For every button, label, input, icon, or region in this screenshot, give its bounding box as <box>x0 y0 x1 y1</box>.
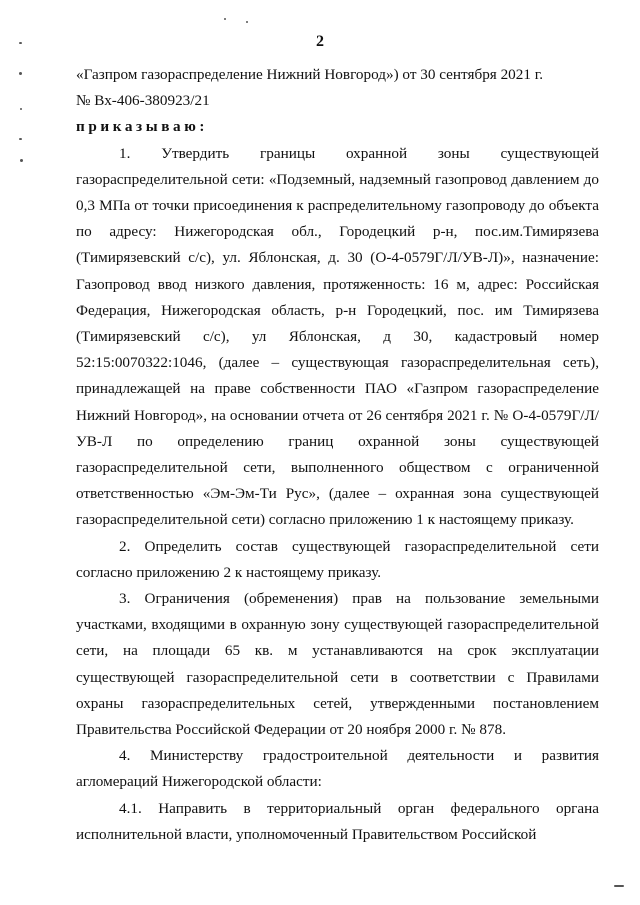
page-number: 2 <box>316 33 324 50</box>
paragraph-3: 3. Ограничения (обременения) прав на пользование земельными участками, входящими в охранную зону существующей газораспределительной сети, на площади 65 кв. м устанавливаются на срок эксплуатации существующей газораспределительной сети в соответствии с Правилами охраны газораспределительных сетей, утвержденными постановлением Правительства Российской Федерации от 20 ноября 2000 г. № 878. <box>76 590 599 739</box>
order-heading: приказываю: <box>76 118 209 136</box>
paragraph-1: 1. Утвердить границы охранной зоны существующей газораспределительной сети: «Подземный, надземный газопровод давлением до 0,3 МПа от точки присоединения к распределительному газопроводу до объекта по адресу: Нижегородская обл., Городецкий р-н, пос.им.Тимирязева (Тимирязевский с/с), ул. Яблонская, д. 30 (О-4-0579Г/Л/УВ-Л)», назначение: Газопровод ввод низкого давления, протяженность: 16 м, адрес: Российская Федерация, Нижегородская область, р-н Городецкий, пос. им Тимирязева (Тимирязевский с/с), ул Яблонская, д 30, кадастровый номер 52:15:0070322:1046, (далее – существующая газораспределительная сеть), принадлежащей на праве собственности ПАО «Газпром газораспределение Нижний Новгород», на основании отчета от 26 сентября 2021 г. № О-4-0579Г/Л/УВ-Л по определению границ охранной зоны существующей газораспределительной сети, выполненного обществом с ограниченной ответственностью «Эм-Эм-Ти Рус», (далее – охранная зона существующей газораспределительной сети) согласно приложению 1 к настоящему приказу. <box>76 144 599 529</box>
document-body <box>76 62 599 848</box>
scan-speck <box>19 72 22 75</box>
scan-speck <box>20 159 23 162</box>
paragraph-2: 2. Определить состав существующей газораспределительной сети согласно приложению 2 к настоящему приказу. <box>76 537 599 581</box>
opening-line-1: «Газпром газораспределение Нижний Новгород») от 30 сентября 2021 г. <box>76 66 544 83</box>
scan-speck <box>19 138 22 140</box>
scan-speck <box>246 21 248 23</box>
opening-line-2: № Вх-406-380923/21 <box>76 92 210 110</box>
scan-speck <box>614 885 624 887</box>
paragraph-4: 4. Министерству градостроительной деятельности и развития агломераций Нижегородской области: <box>76 747 599 791</box>
scan-speck <box>224 18 226 20</box>
scan-speck <box>20 108 22 110</box>
paragraph-4-1: 4.1. Направить в территориальный орган федерального органа исполнительной власти, уполномоченный Правительством Российской <box>76 799 599 843</box>
scan-speck <box>19 42 22 44</box>
